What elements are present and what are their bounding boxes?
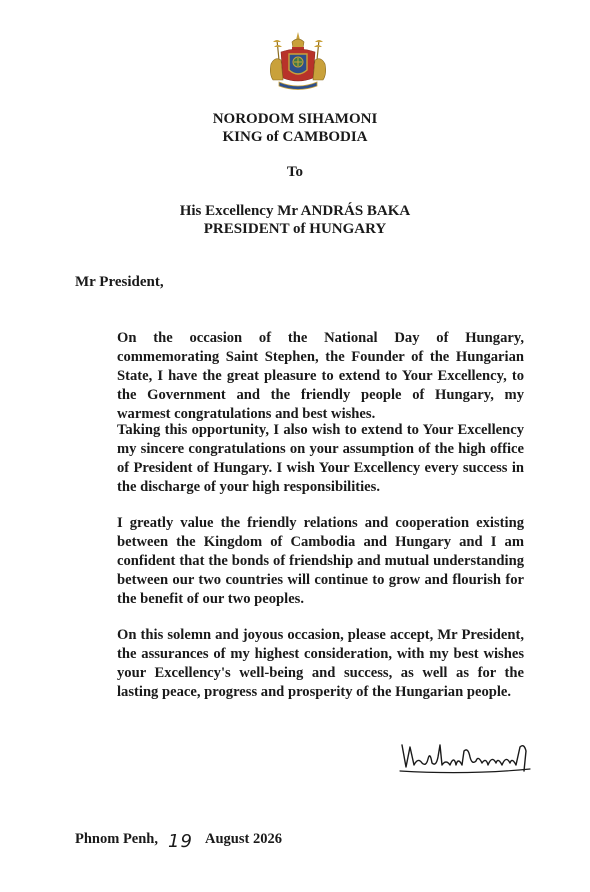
recipient-name: His Excellency Mr ANDRÁS BAKA (179, 203, 411, 219)
month-year: August 2026 (205, 831, 282, 847)
paragraph-text: I greatly value the friendly relations and cooperation existing between the Kingdom of Cambodia and Hungary and I am confident that the bonds of friendship and mutual understanding between our two countries will continue to grow and flourish for the benefit of our two peoples. (117, 515, 524, 607)
place: Phnom Penh, (75, 831, 158, 847)
to-label: To (286, 164, 304, 180)
sender-name: NORODOM SIHAMONI (212, 111, 378, 127)
sender-title: KING of CAMBODIA (222, 129, 368, 145)
paragraph (75, 421, 524, 497)
paragraph (75, 514, 524, 609)
paragraph (75, 626, 524, 702)
royal-coat-of-arms-emblem (265, 30, 331, 94)
recipient-title: PRESIDENT of HUNGARY (203, 221, 387, 237)
paragraph (75, 329, 524, 424)
paragraph-text: Taking this opportunity, I also wish to extend to Your Excellency my sincere congratulations on your assumption of the high office of President of Hungary. I wish Your Excellency every success in the discharge of your high responsibilities. (117, 422, 524, 495)
recipient-block (0, 202, 590, 238)
handwritten-day: 19 (168, 831, 193, 852)
date-line (0, 829, 590, 853)
paragraph-text: On the occasion of the National Day of Hungary, commemorating Saint Stephen, the Founder of the Hungarian State, I have the great pleasure to extend to Your Excellency, to the Government and the friendly people of Hungary, my warmest congratulations and best wishes. (117, 330, 524, 422)
salutation: Mr President, (75, 274, 164, 290)
paragraph-text: On this solemn and joyous occasion, please accept, Mr President, the assurances of my highest consideration, with my best wishes your Excellency's well-being and success, as well as for the lasting peace, progress and prosperity of the Hungarian people. (117, 627, 524, 700)
letterhead (0, 110, 590, 146)
handwritten-signature (398, 737, 538, 777)
